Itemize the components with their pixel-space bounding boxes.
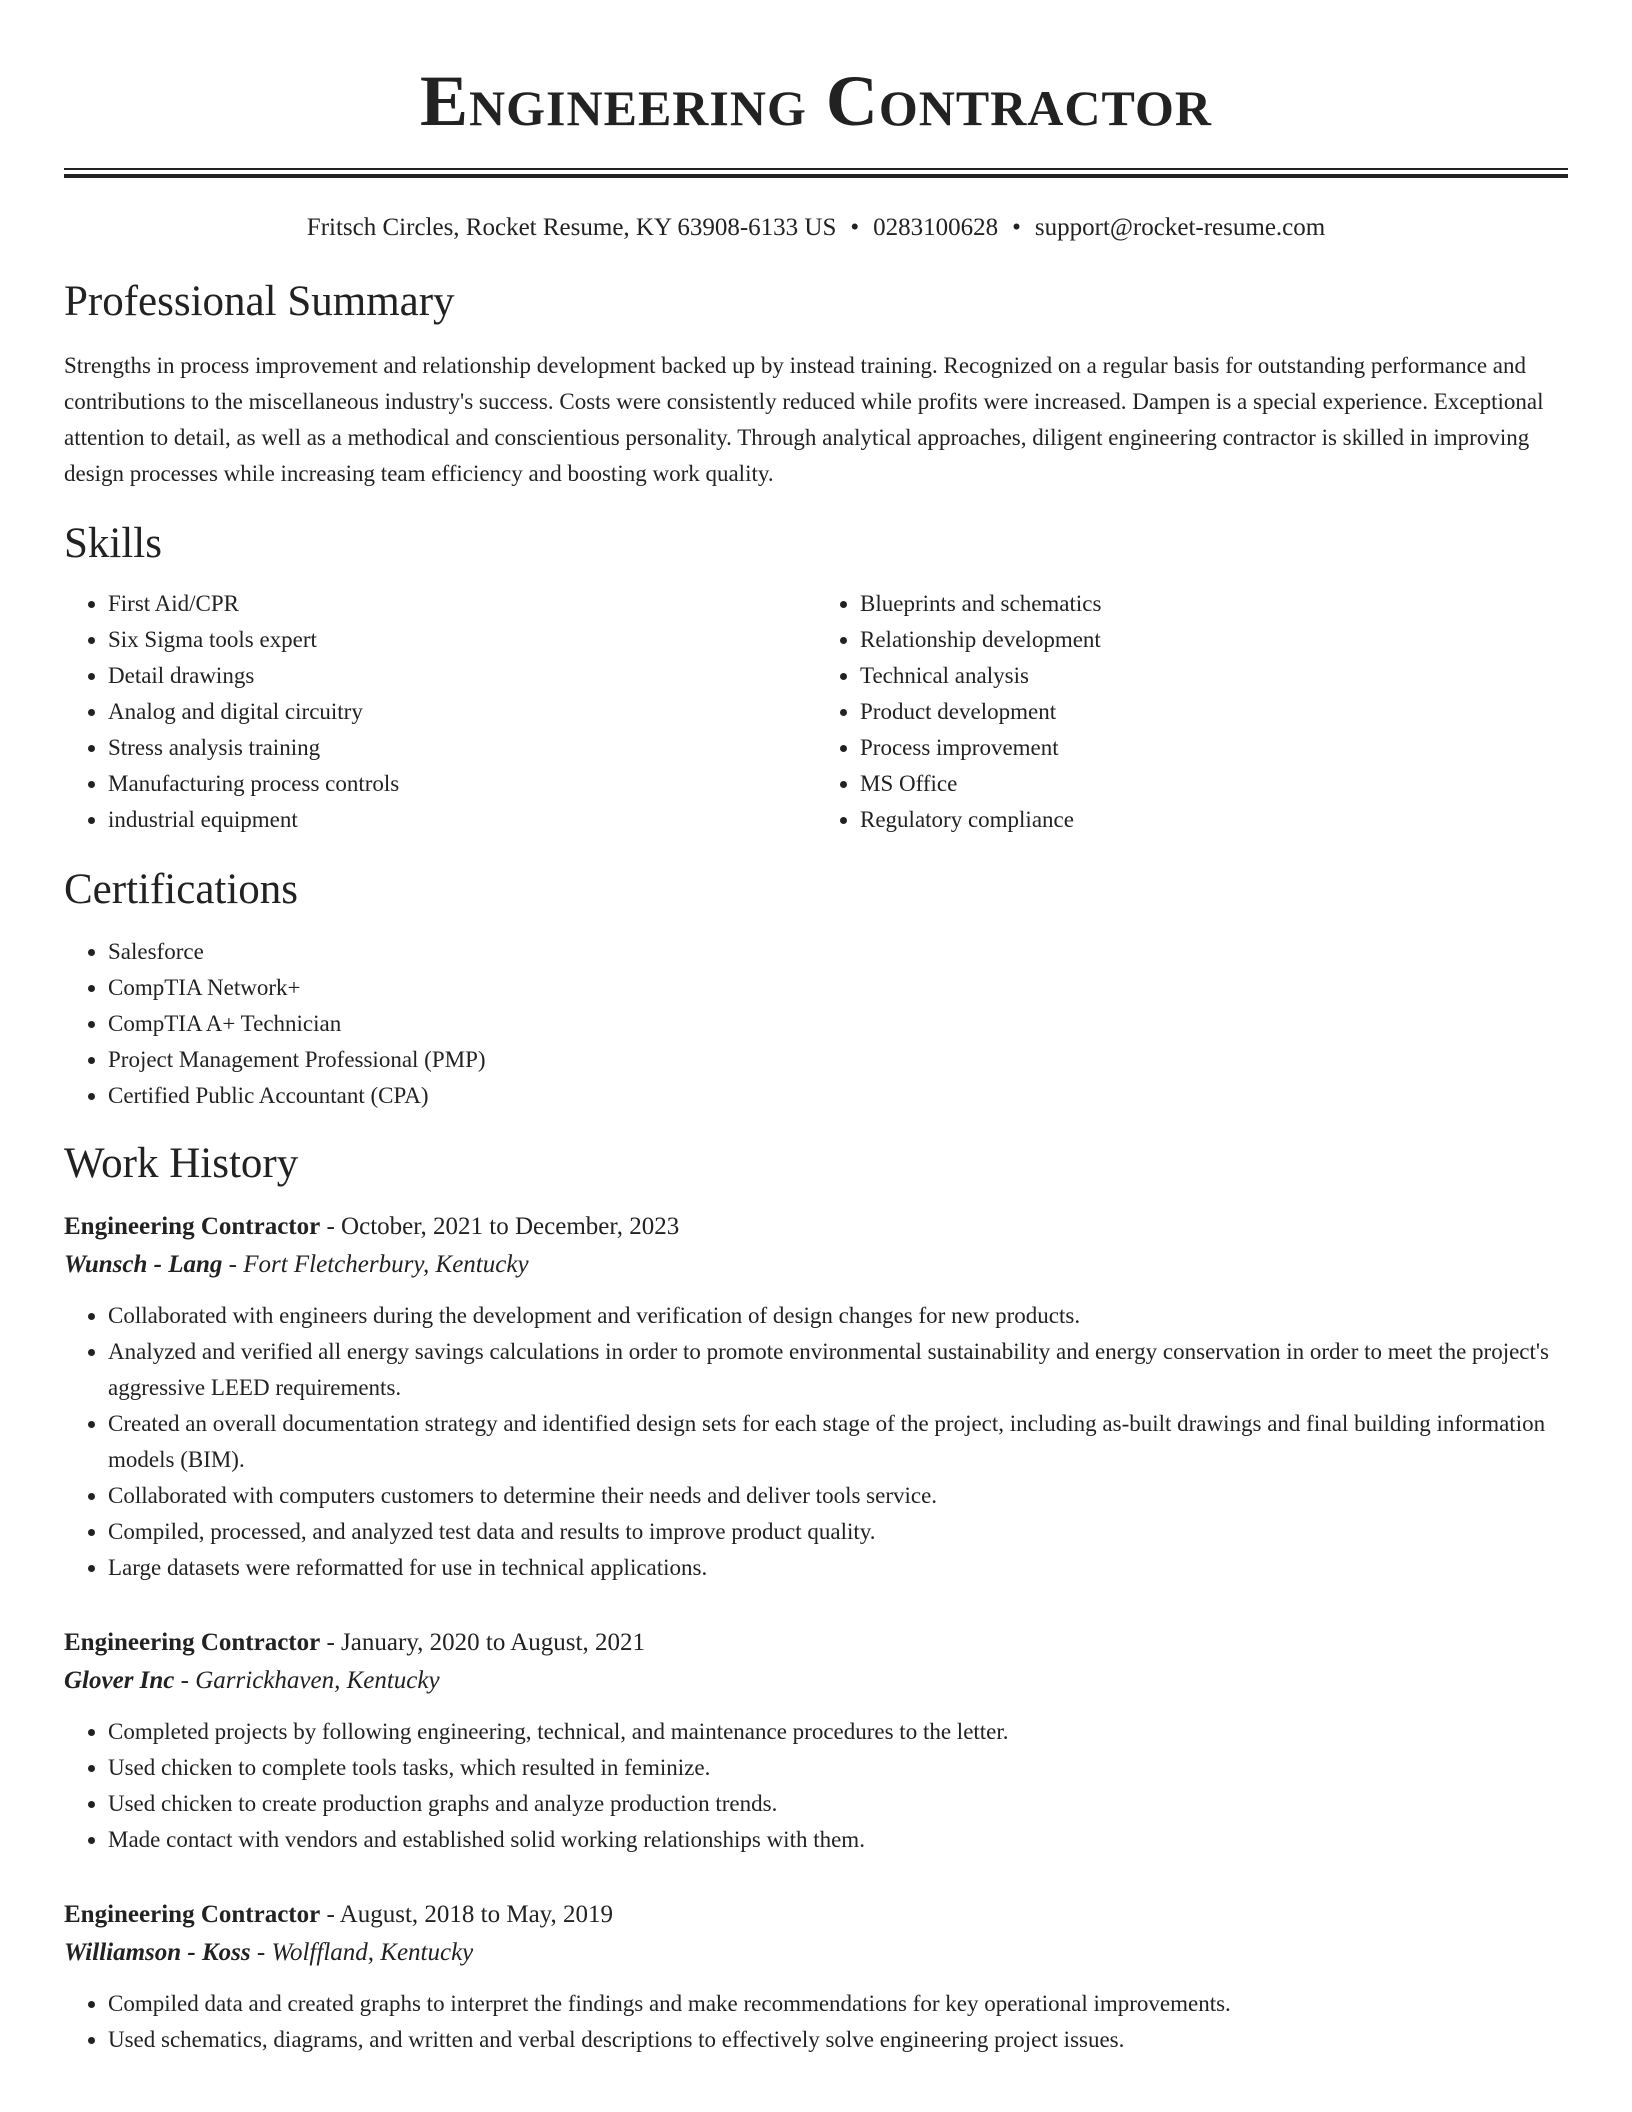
skill-item: • First Aid/CPR xyxy=(108,586,816,622)
job-role: Engineering Contractor xyxy=(64,1213,321,1240)
job-bullets xyxy=(64,1298,1568,1586)
certification-item: • Salesforce xyxy=(108,934,1568,970)
job-company: Williamson - Koss xyxy=(64,1939,251,1966)
job-employer-line xyxy=(64,1246,1568,1284)
job-bullet: • Used chicken to complete tools tasks, which resulted in feminize. xyxy=(108,1750,1568,1786)
skill-item: • Process improvement xyxy=(860,730,1568,766)
skill-item: • Analog and digital circuitry xyxy=(108,694,816,730)
skill-item: • Blueprints and schematics xyxy=(860,586,1568,622)
certification-item: • Project Management Professional (PMP) xyxy=(108,1042,1568,1078)
job-location: - Wolffland, Kentucky xyxy=(250,1939,474,1966)
job-title-line xyxy=(64,1208,1568,1246)
job-bullets xyxy=(64,1986,1568,2058)
contact-separator: • xyxy=(850,214,860,241)
skill-item: • Detail drawings xyxy=(108,658,816,694)
job-bullet: • Made contact with vendors and established solid working relationships with them. xyxy=(108,1822,1568,1858)
certifications-heading: Certifications xyxy=(64,866,299,913)
job-bullet: • Collaborated with engineers during the development and verification of design changes for new products. xyxy=(108,1298,1568,1334)
job-bullet: • Compiled, processed, and analyzed test data and results to improve product quality. xyxy=(108,1514,1568,1550)
contact-separator: • xyxy=(1012,214,1021,241)
job-bullet: • Used chicken to create production graphs and analyze production trends. xyxy=(108,1786,1568,1822)
job-bullet: • Used schematics, diagrams, and written and verbal descriptions to effectively solve engineering project issues. xyxy=(108,2022,1568,2058)
job-bullet: • Large datasets were reformatted for use in technical applications. xyxy=(108,1550,1568,1586)
job-bullets xyxy=(64,1714,1568,1858)
certification-item: • CompTIA A+ Technician xyxy=(108,1006,1568,1042)
job-entry xyxy=(64,1896,1568,2058)
certifications-list xyxy=(64,934,1568,1114)
skill-item: • industrial equipment xyxy=(108,802,816,838)
job-dates: - October, 2021 to December, 2023 xyxy=(320,1213,680,1240)
skill-item: • Stress analysis training xyxy=(108,730,816,766)
job-bullet: • Compiled data and created graphs to interpret the findings and make recommendations for key operational improvements. xyxy=(108,1986,1568,2022)
skill-item: • Product development xyxy=(860,694,1568,730)
skills-list-left xyxy=(64,586,816,838)
job-location: - Garrickhaven, Kentucky xyxy=(174,1667,440,1694)
skill-item: • MS Office xyxy=(860,766,1568,802)
skills-heading: Skills xyxy=(64,520,162,567)
job-title-line xyxy=(64,1896,1568,1934)
summary-text: Strengths in process improvement and relationship development backed up by instead training. Recognized on a regular basis for outstanding performance and contributions to the miscellaneous industry's success. Costs were consistently reduced while profits were increased. Dampen is a special experience. Exceptional attention to detail, as well as a methodical and conscientious personality. Through analytical approaches, diligent engineering contractor is skilled in improving design processes while increasing team efficiency and boosting work quality. xyxy=(64,353,1544,486)
job-role: Engineering Contractor xyxy=(64,1629,321,1656)
job-employer-line xyxy=(64,1662,1568,1700)
job-company: Wunsch - Lang xyxy=(64,1251,223,1278)
certification-item: • CompTIA Network+ xyxy=(108,970,1568,1006)
skills-list-right xyxy=(816,586,1568,838)
job-entry xyxy=(64,1624,1568,1858)
job-bullet: • Collaborated with computers customers to determine their needs and deliver tools service. xyxy=(108,1478,1568,1514)
skill-item: • Relationship development xyxy=(860,622,1568,658)
job-role: Engineering Contractor xyxy=(64,1901,321,1928)
resume-page xyxy=(64,0,1568,2058)
job-company: Glover Inc xyxy=(64,1667,175,1694)
skill-item: • Manufacturing process controls xyxy=(108,766,816,802)
header-double-rule xyxy=(64,168,1568,178)
work-history-heading: Work History xyxy=(64,1140,299,1187)
skill-item: • Six Sigma tools expert xyxy=(108,622,816,658)
job-dates: - August, 2018 to May, 2019 xyxy=(320,1901,614,1928)
job-bullet: • Created an overall documentation strategy and identified design sets for each stage of the project, including as-built drawings and final building information models (BIM). xyxy=(108,1406,1568,1478)
contact-email: support@rocket-resume.com xyxy=(1034,214,1326,241)
certification-item: • Certified Public Accountant (CPA) xyxy=(108,1078,1568,1114)
contact-phone: 0283100628 xyxy=(873,214,999,241)
job-bullet: • Completed projects by following engineering, technical, and maintenance procedures to the letter. xyxy=(108,1714,1568,1750)
contact-line xyxy=(64,210,1568,246)
job-location: - Fort Fletcherbury, Kentucky xyxy=(222,1251,529,1278)
skill-item: • Technical analysis xyxy=(860,658,1568,694)
job-bullet: • Analyzed and verified all energy savings calculations in order to promote environmental sustainability and energy conservation in order to meet the project's aggressive LEED requirements. xyxy=(108,1334,1568,1406)
skill-item: • Regulatory compliance xyxy=(860,802,1568,838)
summary-heading: Professional Summary xyxy=(64,278,455,325)
job-title-line xyxy=(64,1624,1568,1662)
job-employer-line xyxy=(64,1934,1568,1972)
skills-columns xyxy=(64,586,1568,838)
candidate-name: Engineering Contractor xyxy=(420,61,1212,141)
job-dates: - January, 2020 to August, 2021 xyxy=(320,1629,645,1656)
contact-address: Fritsch Circles, Rocket Resume, KY 63908-6133 US xyxy=(306,214,837,241)
job-entry xyxy=(64,1208,1568,1586)
